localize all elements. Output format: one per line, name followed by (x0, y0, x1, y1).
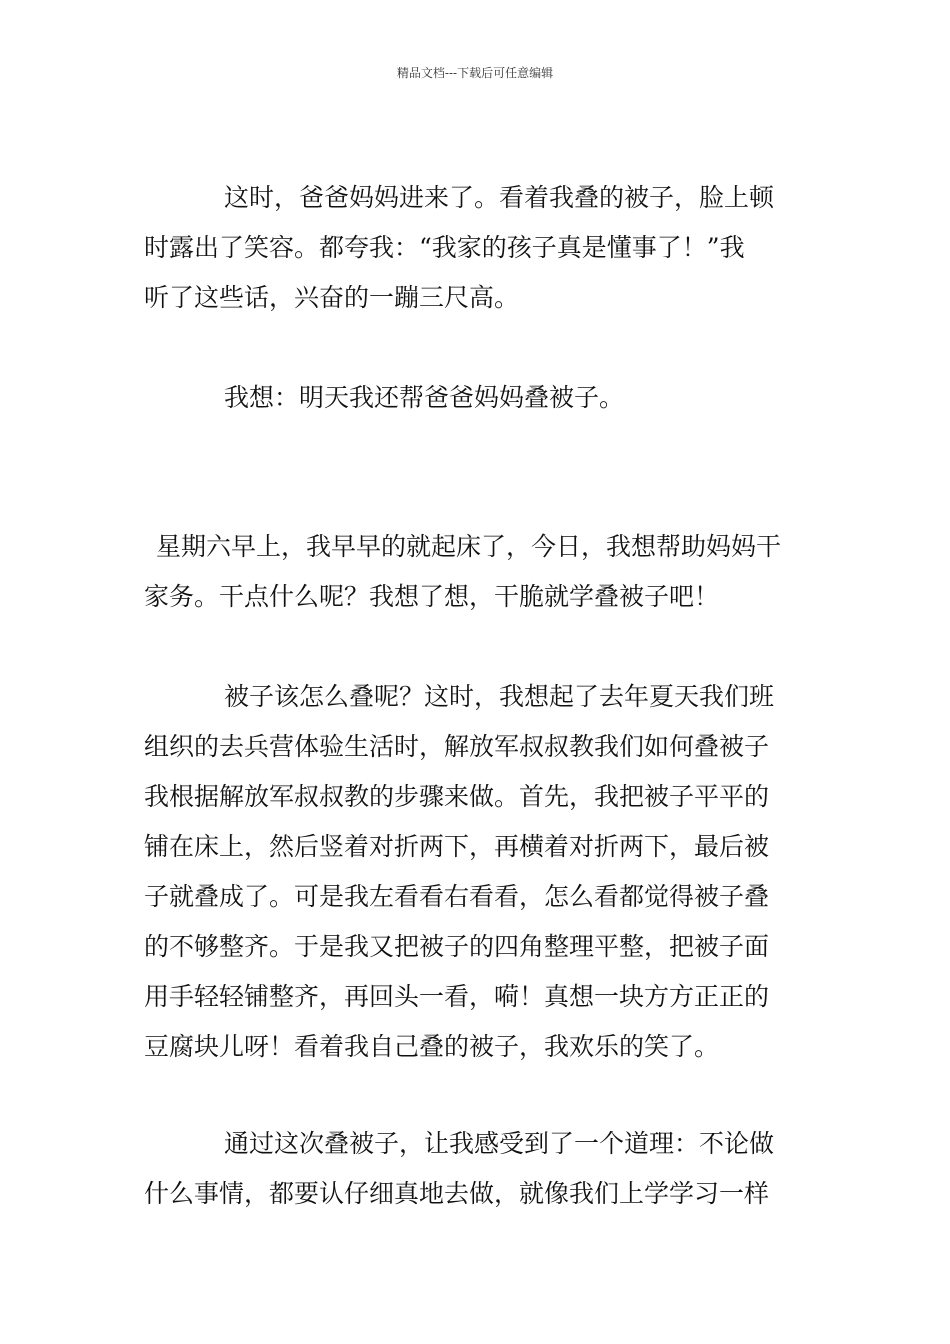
paragraph-line: 组织的去兵营体验生活时，解放军叔叔教我们如何叠被子 (144, 732, 770, 761)
paragraph-line: 什么事情，都要认仔细真地去做，就像我们上学学习一样 (144, 1179, 770, 1208)
paragraph-line: 被子该怎么叠呢？这时，我想起了去年夏天我们班 (224, 682, 775, 711)
paragraph-line: 我根据解放军叔叔教的步骤来做。首先，我把被子平平的 (144, 782, 770, 811)
paragraph-line: 铺在床上，然后竖着对折两下，再横着对折两下，最后被 (144, 832, 770, 861)
paragraph-line: 时露出了笑容。都夸我：“我家的孩子真是懂事了！”我 (144, 233, 745, 262)
paragraph-line: 听了这些话，兴奋的一蹦三尺高。 (144, 283, 520, 312)
paragraph-tomorrow (144, 373, 806, 423)
paragraph-line: 我想：明天我还帮爸爸妈妈叠被子。 (224, 383, 625, 412)
paragraph-line: 用手轻轻铺整齐，再回头一看，嗬！真想一块方方正正的 (144, 982, 770, 1011)
paragraph-parents-praise (144, 173, 806, 323)
paragraph-lesson (144, 1119, 806, 1219)
page-header: 精品文档---下载后可任意编辑 (396, 66, 554, 80)
paragraph-line: 家务。干点什么呢？我想了想，干脆就学叠被子吧！ (144, 582, 720, 611)
paragraph-line: 的不够整齐。于是我又把被子的四角整理平整，把被子面 (144, 932, 770, 961)
paragraph-how-to-fold (144, 672, 806, 1072)
paragraph-line: 豆腐块儿呀！看着我自己叠的被子，我欢乐的笑了。 (144, 1032, 720, 1061)
paragraph-line: 星期六早上，我早早的就起床了，今日，我想帮助妈妈干 (156, 532, 782, 561)
paragraph-line: 通过这次叠被子，让我感受到了一个道理：不论做 (224, 1129, 775, 1158)
paragraph-line: 子就叠成了。可是我左看看右看看，怎么看都觉得被子叠 (144, 882, 770, 911)
paragraph-line: 这时，爸爸妈妈进来了。看着我叠的被子，脸上顿 (224, 183, 775, 212)
paragraph-saturday (144, 522, 806, 622)
